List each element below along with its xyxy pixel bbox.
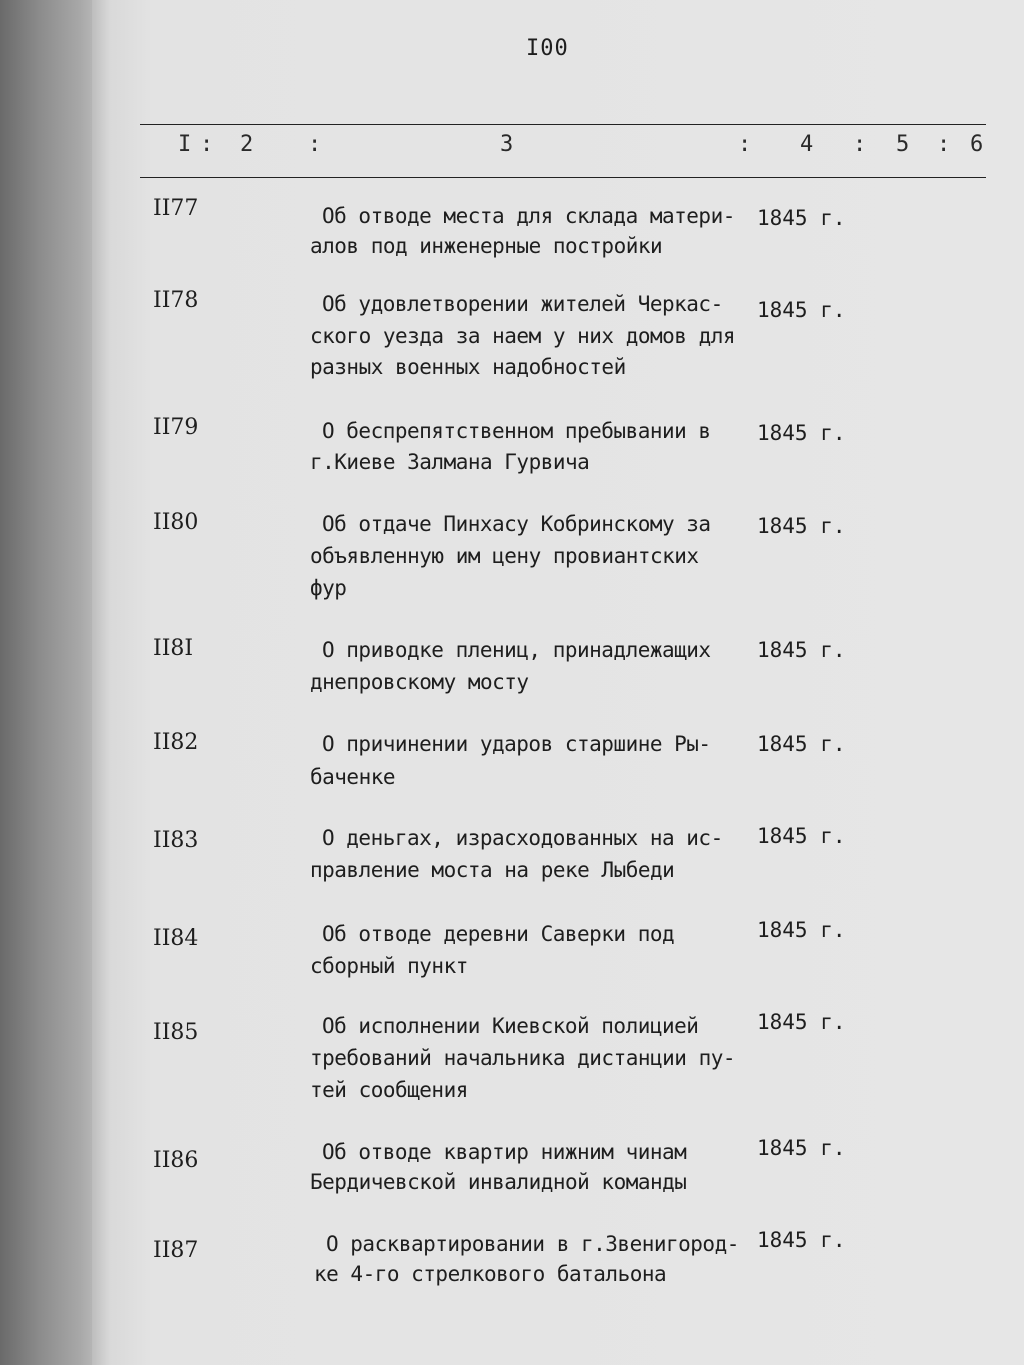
entry-title-line: Об отводе квартир нижним чинам bbox=[322, 1140, 687, 1164]
entry-year: 1845 г. bbox=[757, 206, 846, 230]
entry-title-line: г.Киеве Залмана Гурвича bbox=[310, 450, 590, 474]
entry-title-line: О деньгах, израсходованных на ис- bbox=[322, 826, 723, 850]
entry-title-line: ке 4-го стрелкового батальона bbox=[314, 1262, 667, 1286]
entry-number: II82 bbox=[153, 730, 199, 755]
entry-title-line: фур bbox=[310, 576, 347, 600]
column-separator: : bbox=[738, 132, 752, 157]
entry-title-line: правление моста на реке Лыбеди bbox=[310, 858, 675, 882]
entry-number: II84 bbox=[153, 926, 199, 951]
entry-title-line: Об исполнении Киевской полицией bbox=[322, 1014, 699, 1038]
entry-title-line: объявленную им цену провиантских bbox=[310, 544, 699, 568]
column-header-4: 4 bbox=[800, 132, 814, 157]
header-rule-top bbox=[140, 124, 986, 125]
entry-title-line: Об удовлетворении жителей Черкас- bbox=[322, 292, 723, 316]
entry-title-line: сборный пункт bbox=[310, 954, 468, 978]
entry-year: 1845 г. bbox=[757, 298, 846, 322]
column-header-5: 5 bbox=[896, 132, 910, 157]
entry-title-line: днепровскому мосту bbox=[310, 670, 529, 694]
header-rule-bottom bbox=[140, 177, 986, 178]
entry-year: 1845 г. bbox=[757, 1136, 846, 1160]
column-separator: : bbox=[308, 132, 322, 157]
entry-number: II83 bbox=[153, 828, 199, 853]
entry-year: 1845 г. bbox=[757, 421, 846, 445]
entry-number: II80 bbox=[153, 510, 199, 535]
entry-title-line: Об отводе места для склада матери- bbox=[322, 204, 735, 228]
entry-title-line: ского уезда за наем у них домов для bbox=[310, 324, 736, 348]
column-separator: : bbox=[853, 132, 867, 157]
column-header-1: I bbox=[178, 132, 192, 157]
column-header-2: 2 bbox=[240, 132, 254, 157]
entry-title-line: О причинении ударов старшине Ры- bbox=[322, 732, 711, 756]
entry-number: II86 bbox=[153, 1148, 199, 1173]
entry-title-line: баченке bbox=[310, 765, 396, 789]
entry-title-line: О беспрепятственном пребывании в bbox=[322, 419, 711, 443]
entry-title-line: Об отводе деревни Саверки под bbox=[322, 922, 675, 946]
facing-page-edge bbox=[0, 0, 92, 1365]
entry-title-line: разных военных надобностей bbox=[310, 355, 626, 379]
page-number: I00 bbox=[526, 36, 569, 61]
entry-year: 1845 г. bbox=[757, 824, 846, 848]
entry-title-line: тей сообщения bbox=[310, 1078, 468, 1102]
entry-year: 1845 г. bbox=[757, 918, 846, 942]
entry-number: II78 bbox=[153, 288, 199, 313]
entry-year: 1845 г. bbox=[757, 732, 846, 756]
column-separator: : bbox=[937, 132, 951, 157]
entry-title-line: О приводке плениц, принадлежащих bbox=[322, 638, 711, 662]
entry-year: 1845 г. bbox=[757, 514, 846, 538]
entry-title-line: алов под инженерные постройки bbox=[310, 234, 663, 258]
entry-number: II85 bbox=[153, 1020, 199, 1045]
entry-title-line: Об отдаче Пинхасу Кобринскому за bbox=[322, 512, 711, 536]
entry-number: II79 bbox=[153, 415, 199, 440]
entry-number: II8I bbox=[153, 636, 194, 661]
entry-number: II87 bbox=[153, 1238, 199, 1263]
entry-number: II77 bbox=[153, 196, 199, 221]
entry-year: 1845 г. bbox=[757, 1228, 846, 1252]
column-header-6: 6 bbox=[970, 132, 984, 157]
column-separator: : bbox=[200, 132, 214, 157]
column-header-3: 3 bbox=[500, 132, 514, 157]
entry-year: 1845 г. bbox=[757, 638, 846, 662]
entry-title-line: О расквартировании в г.Звенигород- bbox=[326, 1232, 739, 1256]
entry-title-line: требований начальника дистанции пу- bbox=[310, 1046, 736, 1070]
entry-year: 1845 г. bbox=[757, 1010, 846, 1034]
entry-title-line: Бердичевской инвалидной команды bbox=[310, 1170, 687, 1194]
